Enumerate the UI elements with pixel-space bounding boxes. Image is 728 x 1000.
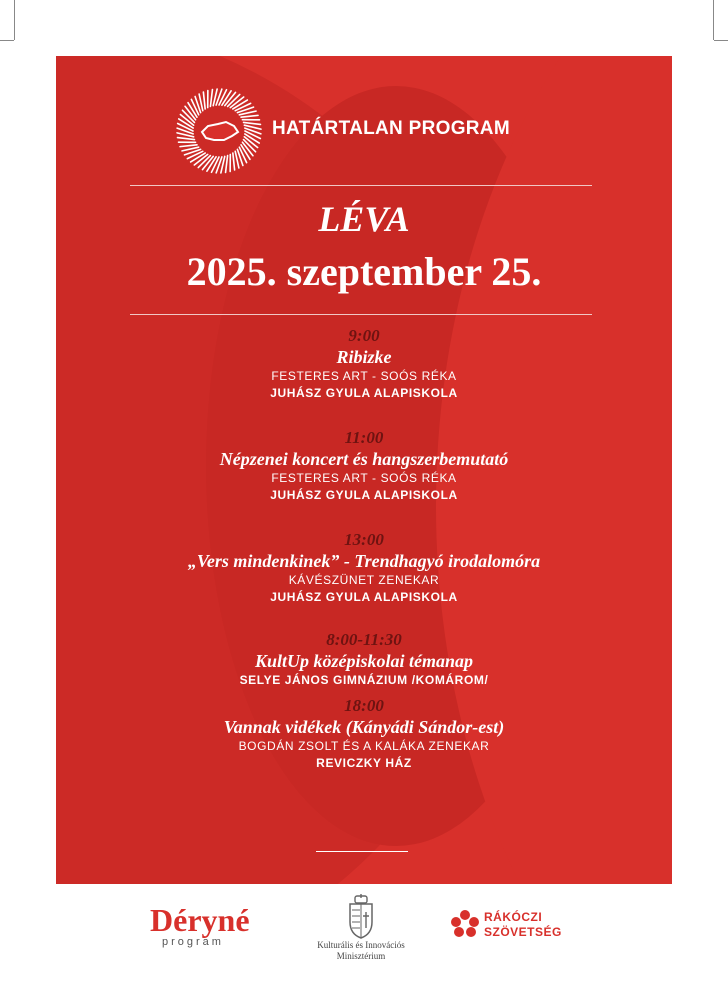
rakoczi-name [484, 910, 562, 940]
divider [130, 314, 592, 315]
brand-name: HATÁRTALAN PROGRAM [272, 118, 510, 139]
item-title: KultUp középiskolai témanap [254, 651, 474, 671]
item-time: 9:00 [348, 326, 380, 345]
flower-emblem-icon [450, 908, 480, 942]
item-time: 11:00 [344, 428, 384, 447]
item-performer: BOGDÁN ZSOLT ÉS A KALÁKA ZENEKAR [238, 739, 490, 753]
rakoczi-line2: SZÖVETSÉG [484, 925, 562, 939]
item-performer: FESTERES ART - SOÓS RÉKA [271, 471, 457, 485]
coat-of-arms-icon [346, 894, 376, 940]
crop-mark [0, 40, 14, 41]
item-time: 8:00-11:30 [326, 630, 402, 649]
item-title: Ribizke [336, 347, 392, 367]
deryne-logo [150, 902, 290, 952]
event-city: LÉVA [318, 199, 410, 239]
deryne-subtitle: program [162, 936, 224, 948]
rakoczi-logo [450, 906, 570, 950]
divider [130, 185, 592, 186]
rakoczi-line1: RÁKÓCZI [484, 910, 543, 924]
schedule-item [56, 326, 672, 402]
schedule-item [56, 696, 672, 772]
crop-mark [713, 0, 714, 40]
schedule-item [56, 630, 672, 689]
item-venue: SELYE JÁNOS GIMNÁZIUM /KOMÁROM/ [239, 673, 489, 687]
sunburst-hungary-icon [174, 86, 264, 176]
crop-mark [714, 40, 728, 41]
item-title: Vannak vidékek (Kányádi Sándor-est) [223, 717, 505, 737]
schedule-item [56, 428, 672, 504]
item-venue: JUHÁSZ GYULA ALAPISKOLA [270, 590, 458, 604]
crop-mark [14, 0, 15, 40]
item-performer: KÁVÉSZÜNET ZENEKAR [288, 573, 440, 587]
item-venue: JUHÁSZ GYULA ALAPISKOLA [270, 386, 458, 400]
item-title: „Vers mindenkinek” - Trendhagyó irodalomóra [187, 551, 541, 571]
schedule-item [56, 530, 672, 606]
divider [316, 851, 408, 852]
ministry-name-line2: Minisztérium [336, 951, 386, 961]
sponsor-footer [0, 884, 728, 1000]
deryne-wordmark: Déryné [150, 902, 250, 938]
item-performer: FESTERES ART - SOÓS RÉKA [271, 369, 457, 383]
event-date: 2025. szeptember 25. [186, 249, 542, 294]
item-venue: REVICZKY HÁZ [316, 756, 412, 770]
item-title: Népzenei koncert és hangszerbemutató [219, 449, 509, 469]
ministry-name-line1: Kulturális és Innovációs [317, 940, 405, 950]
poster [56, 56, 672, 884]
ministry-logo [296, 894, 426, 974]
item-time: 13:00 [344, 530, 384, 549]
item-venue: JUHÁSZ GYULA ALAPISKOLA [270, 488, 458, 502]
item-time: 18:00 [344, 696, 384, 715]
